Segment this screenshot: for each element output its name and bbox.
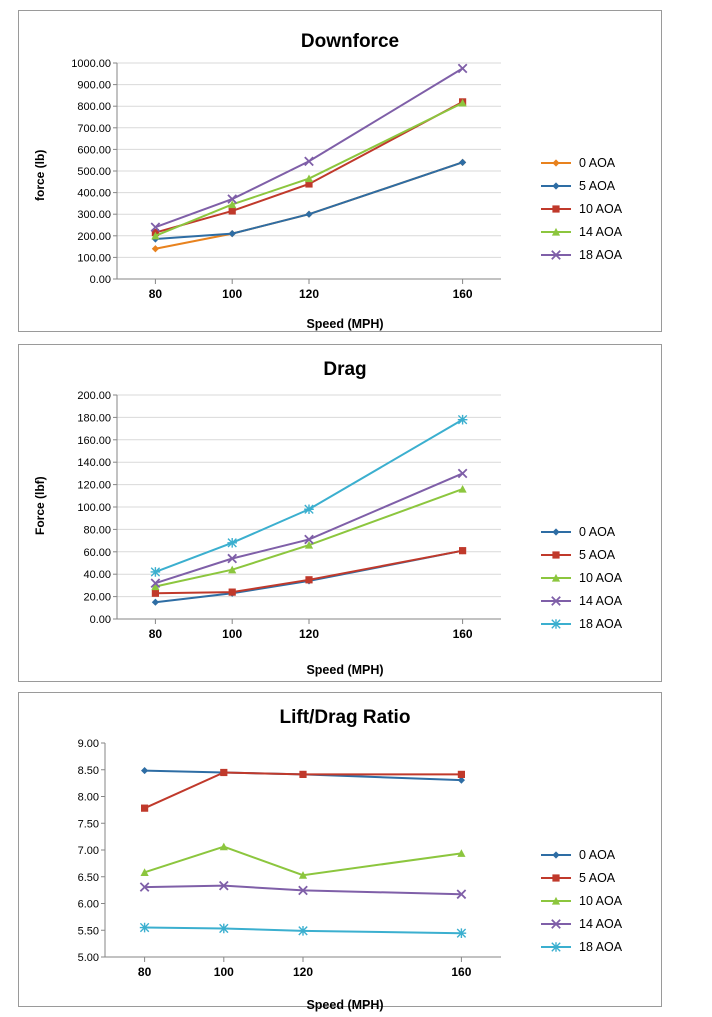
legend-label: 18 AOA [579,939,623,954]
svg-text:5.00: 5.00 [77,952,99,964]
svg-text:100: 100 [222,287,243,301]
svg-text:7.00: 7.00 [77,845,99,857]
legend-item [539,566,622,589]
chart-card-drag [18,344,662,682]
svg-text:80: 80 [148,287,163,301]
svg-text:120.00: 120.00 [77,479,111,492]
legend-item [539,197,622,220]
svg-text:120: 120 [292,965,314,979]
legend-item [539,174,622,197]
legend-item [539,912,622,935]
svg-text:20.00: 20.00 [83,591,111,604]
chart-svg [59,389,509,649]
svg-text:160: 160 [451,965,472,979]
legend-marker [539,525,573,539]
chart-svg [59,737,509,987]
svg-text:100.00: 100.00 [77,502,111,514]
legend-item [539,243,622,266]
svg-text:100: 100 [222,627,243,641]
legend-label: 18 AOA [579,247,623,262]
legend-label: 10 AOA [579,201,623,216]
legend-item [539,935,622,958]
legend-item [539,543,622,566]
legend-label: 0 AOA [579,155,616,170]
svg-text:180.00: 180.00 [77,412,111,425]
legend-label: 10 AOA [579,893,623,908]
legend-item [539,843,622,866]
svg-text:60.00: 60.00 [83,546,111,559]
legend-marker [539,871,573,885]
legend-item [539,520,622,543]
svg-text:200.00: 200.00 [77,230,111,243]
svg-text:700.00: 700.00 [77,122,111,135]
legend-label: 10 AOA [579,570,623,585]
plot-area [59,389,509,649]
legend-label: 5 AOA [579,870,616,885]
svg-text:80: 80 [148,627,163,641]
svg-text:100: 100 [213,965,234,979]
svg-text:0.00: 0.00 [89,274,111,286]
legend-label: 5 AOA [579,178,616,193]
chart-title: Lift/Drag Ratio [279,707,411,728]
legend-item [539,612,622,635]
legend-marker [539,848,573,862]
legend-marker [539,179,573,193]
svg-text:6.00: 6.00 [77,898,99,911]
chart-title: Drag [323,359,367,380]
legend-label: 18 AOA [579,616,623,631]
svg-text:120: 120 [298,287,320,301]
svg-text:8.50: 8.50 [77,764,99,777]
svg-text:120: 120 [298,627,320,641]
svg-text:100.00: 100.00 [77,252,111,265]
svg-text:6.50: 6.50 [77,871,99,884]
chart-legend [539,151,622,266]
chart-legend [539,843,622,958]
plot-area [59,737,509,987]
legend-item [539,220,622,243]
svg-text:7.50: 7.50 [77,818,99,831]
svg-text:160: 160 [452,627,473,641]
svg-text:0.00: 0.00 [89,614,111,626]
legend-marker [539,248,573,262]
y-axis-title: force (lb) [33,149,47,201]
legend-marker [539,202,573,216]
chart-card-lift-drag-ratio [18,692,662,1012]
svg-text:400.00: 400.00 [77,187,111,200]
chart-legend [539,520,622,635]
plot-area [59,57,509,307]
svg-text:9.00: 9.00 [77,738,99,750]
chart-svg [59,57,509,307]
svg-text:5.50: 5.50 [77,925,99,938]
legend-item [539,889,622,912]
svg-text:1000.00: 1000.00 [71,58,111,70]
legend-marker [539,894,573,908]
legend-item [539,866,622,889]
legend-label: 0 AOA [579,847,616,862]
legend-marker [539,156,573,170]
svg-text:800.00: 800.00 [77,101,111,114]
legend-item [539,151,622,174]
svg-text:40.00: 40.00 [83,569,111,582]
legend-marker [539,225,573,239]
legend-marker [539,594,573,608]
chart-title: Downforce [300,31,400,52]
y-axis-title: Force (lbf) [33,476,47,535]
svg-text:200.00: 200.00 [77,390,111,402]
svg-text:160.00: 160.00 [77,434,111,447]
legend-label: 0 AOA [579,524,616,539]
legend-marker [539,617,573,631]
svg-text:140.00: 140.00 [77,457,111,470]
legend-item [539,589,622,612]
chart-card-downforce [18,10,662,332]
svg-text:80: 80 [137,965,152,979]
legend-label: 14 AOA [579,916,623,931]
legend-label: 14 AOA [579,593,623,608]
legend-label: 5 AOA [579,547,616,562]
x-axis-title: Speed (MPH) [306,998,384,1012]
x-axis-title: Speed (MPH) [306,317,384,331]
legend-marker [539,917,573,931]
svg-text:160: 160 [452,287,473,301]
legend-marker [539,571,573,585]
legend-label: 14 AOA [579,224,623,239]
legend-marker [539,548,573,562]
svg-text:900.00: 900.00 [77,79,111,92]
svg-text:80.00: 80.00 [83,524,111,537]
svg-text:300.00: 300.00 [77,209,111,222]
svg-text:500.00: 500.00 [77,166,111,178]
svg-text:600.00: 600.00 [77,144,111,157]
x-axis-title: Speed (MPH) [306,663,384,677]
legend-marker [539,940,573,954]
svg-text:8.00: 8.00 [77,791,99,804]
